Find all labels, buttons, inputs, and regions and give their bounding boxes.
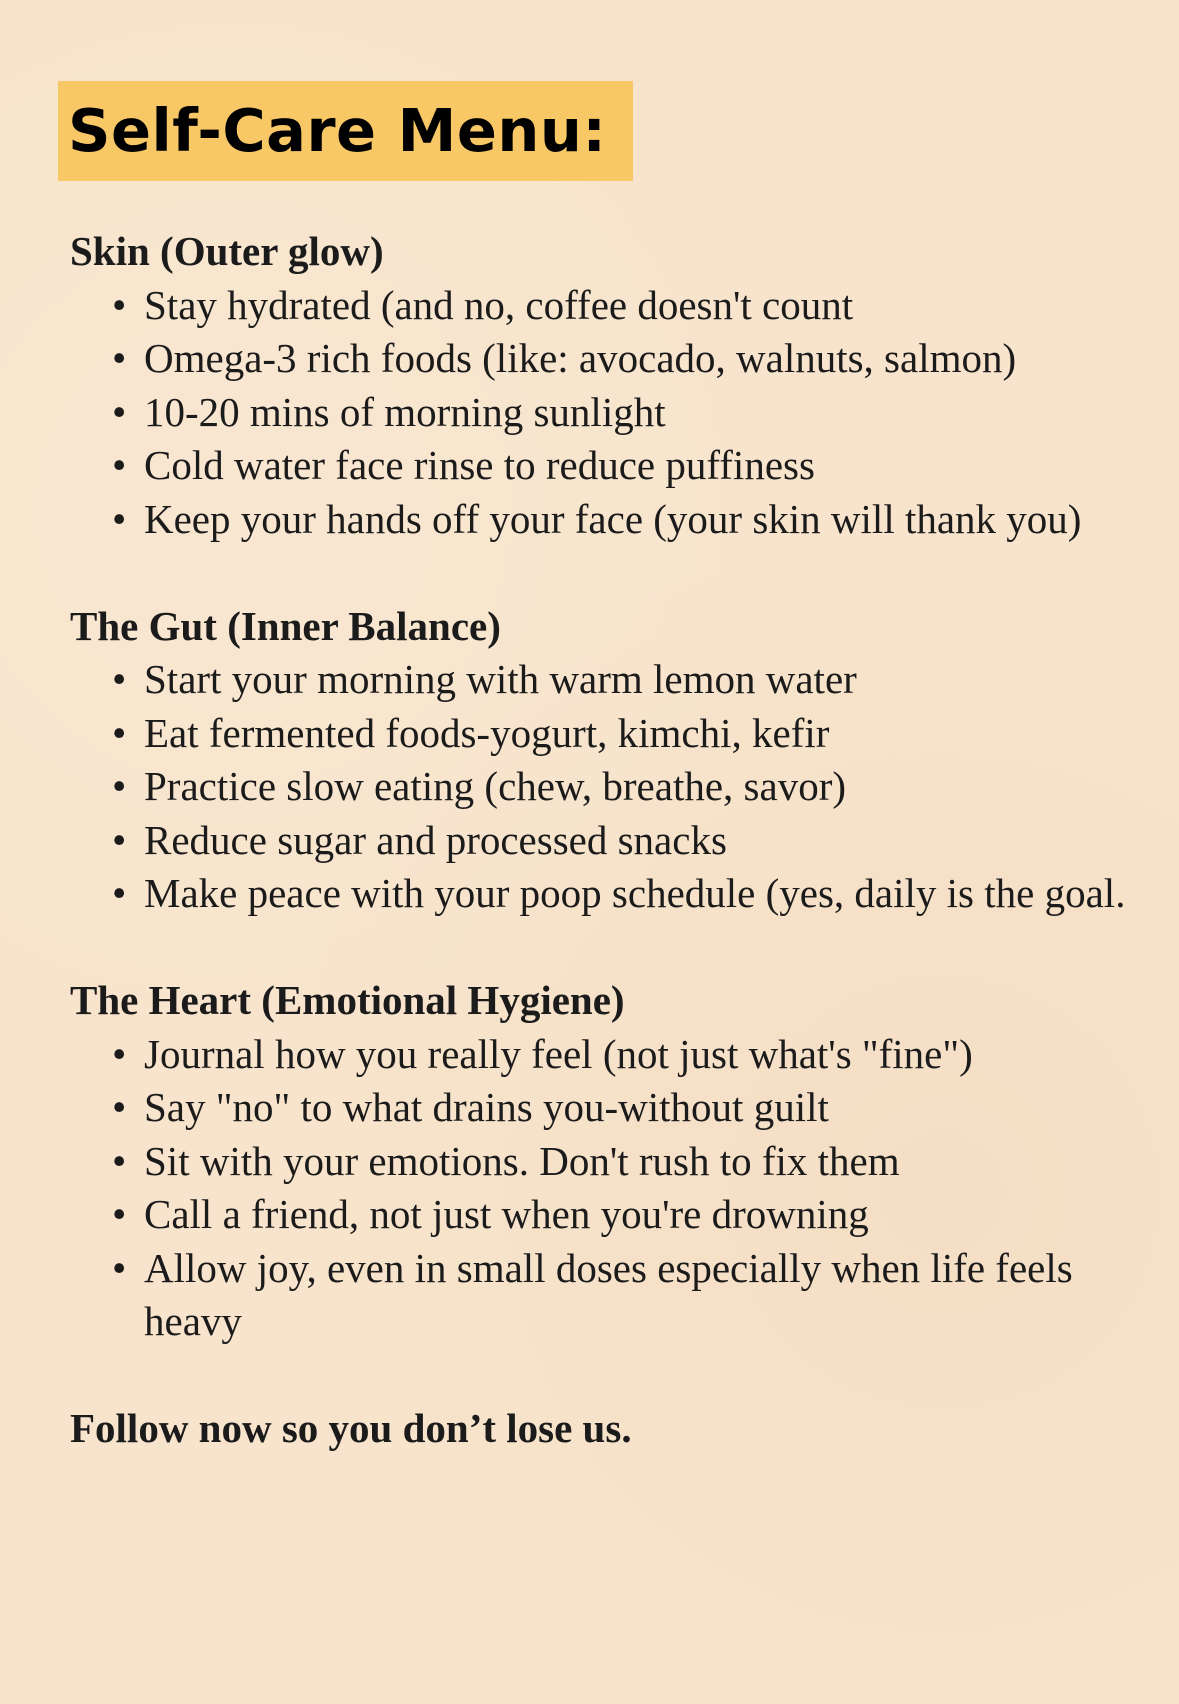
section-gut: [70, 600, 1130, 921]
bullet-dot-icon: •: [112, 1244, 127, 1291]
bullet-list: [70, 279, 1130, 547]
section-skin: [70, 225, 1130, 546]
list-item-text: Call a friend, not just when you're drowning: [144, 1191, 869, 1237]
bullet-dot-icon: •: [112, 1191, 127, 1237]
list-item: [70, 707, 1130, 761]
list-item: [70, 1135, 1130, 1189]
list-item-text: Say "no" to what drains you-without guilt: [144, 1084, 829, 1130]
bullet-dot-icon: •: [112, 1137, 127, 1184]
bullet-dot-icon: •: [112, 281, 127, 328]
list-item: [70, 1242, 1130, 1349]
section-heading: The Gut (Inner Balance): [70, 602, 501, 649]
list-item-text: Omega-3 rich foods (like: avocado, walnuts, salmon): [144, 335, 1017, 381]
follow-cta-text: Follow now so you don’t lose us.: [70, 1405, 632, 1451]
bullet-dot-icon: •: [112, 1084, 127, 1130]
list-item: [70, 386, 1130, 440]
list-item: [70, 332, 1130, 386]
list-item: [70, 653, 1130, 707]
list-item-text: Keep your hands off your face (your skin will thank you): [144, 495, 1082, 542]
list-item-text: Journal how you really feel (not just what's "fine"): [144, 1030, 973, 1077]
bullet-list: [70, 653, 1130, 921]
list-item-text: Allow joy, even in small doses especially when life feels heavy: [144, 1244, 1073, 1344]
list-item: [70, 493, 1130, 547]
section-heart: [70, 974, 1130, 1349]
list-item: [70, 439, 1130, 493]
list-item-text: Reduce sugar and processed snacks: [144, 816, 727, 863]
list-item: [70, 1081, 1130, 1135]
list-item: [70, 279, 1130, 333]
list-item-text: Make peace with your poop schedule (yes, daily is the goal.: [144, 870, 1126, 916]
bullet-dot-icon: •: [112, 870, 127, 916]
list-item: [70, 760, 1130, 814]
list-item-text: Practice slow eating (chew, breathe, savor): [144, 763, 847, 809]
list-item-text: Cold water face rinse to reduce puffiness: [144, 442, 815, 488]
bullet-list: [70, 1028, 1130, 1349]
bullet-dot-icon: •: [112, 442, 127, 488]
bullet-dot-icon: •: [112, 816, 127, 863]
bullet-dot-icon: •: [112, 1030, 127, 1077]
page-title: Self-Care Menu:: [68, 96, 607, 165]
list-item: [70, 1028, 1130, 1082]
bullet-dot-icon: •: [112, 388, 127, 435]
list-item-text: Sit with your emotions. Don't rush to fix them: [144, 1137, 900, 1184]
list-item: [70, 1188, 1130, 1242]
list-item: [70, 867, 1130, 921]
bullet-dot-icon: •: [112, 709, 127, 756]
list-item: [70, 814, 1130, 868]
menu-content: [70, 225, 1130, 1456]
bullet-dot-icon: •: [112, 495, 127, 542]
list-item-text: Stay hydrated (and no, coffee doesn't count: [144, 281, 854, 328]
bullet-dot-icon: •: [112, 335, 127, 381]
section-heading: Skin (Outer glow): [70, 228, 384, 274]
list-item-text: Start your morning with warm lemon water: [144, 656, 857, 702]
bullet-dot-icon: •: [112, 763, 127, 809]
section-heading: The Heart (Emotional Hygiene): [70, 977, 625, 1023]
list-item-text: Eat fermented foods-yogurt, kimchi, kefir: [144, 709, 830, 756]
list-item-text: 10-20 mins of morning sunlight: [144, 388, 666, 435]
bullet-dot-icon: •: [112, 656, 127, 702]
